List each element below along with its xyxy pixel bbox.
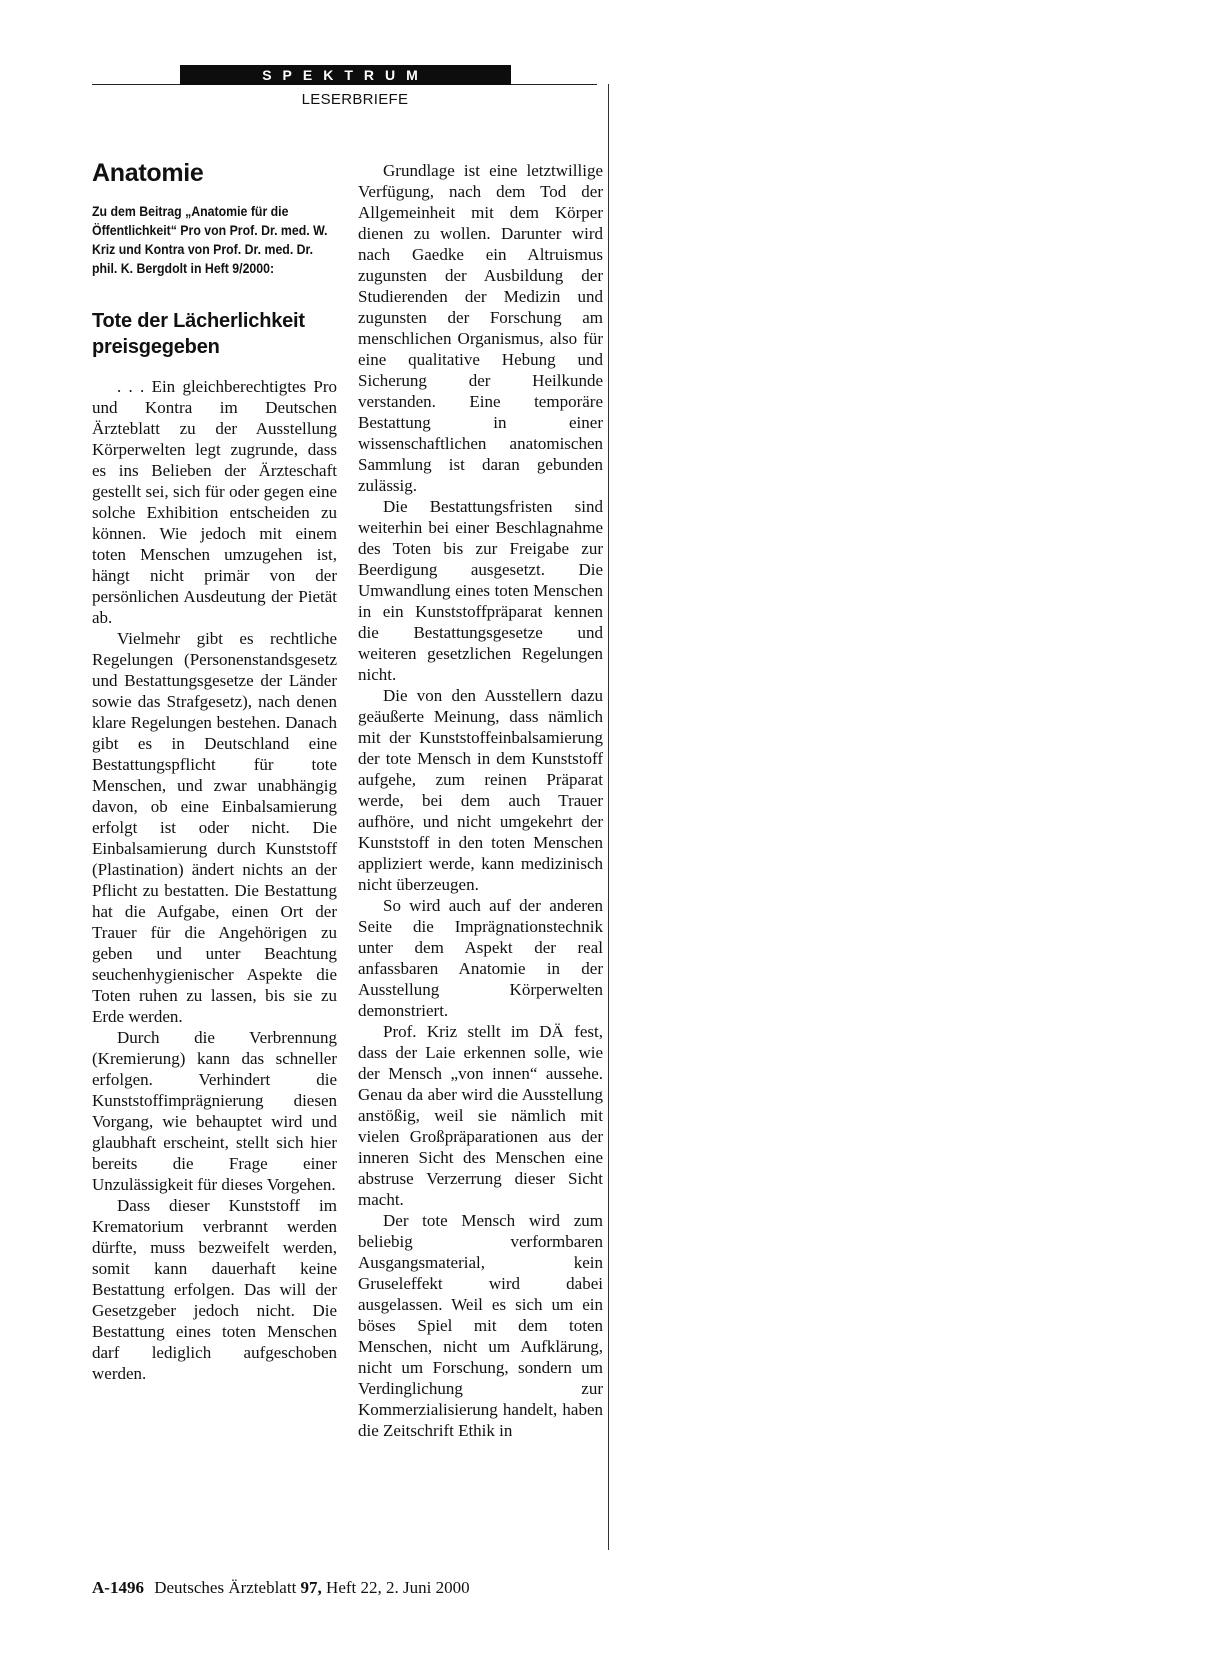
paragraph: So wird auch auf der anderen Seite die Imprägnationstechnik unter dem Aspekt der real anfassbaren Anatomie in der Ausstellung Körperwelten demonstriert. — [358, 896, 603, 1020]
journal-name: Deutsches Ärzteblatt — [154, 1578, 297, 1597]
section-banner: SPEKTRUM — [180, 65, 511, 85]
paragraph: Dass dieser Kunststoff im Krematorium verbrannt werden dürfte, muss bezweifelt werden, somit kann dauerhaft keine Bestattung erfolgen. Das will der Gesetzgeber jedoch nicht. Die Bestattung eines toten Menschen darf lediglich aufgeschoben werden. — [92, 1196, 337, 1383]
page-footer — [92, 1578, 470, 1598]
volume-number: 97, — [300, 1578, 322, 1597]
page-number: A-1496 — [92, 1578, 144, 1597]
reference-note: Zu dem Beitrag „Anatomie für die Öffentlichkeit“ Pro von Prof. Dr. med. W. Kriz und Kontra von Prof. Dr. med. Dr. phil. K. Bergdolt in Heft 9/2000: — [92, 203, 328, 276]
paragraph: Prof. Kriz stellt im DÄ fest, dass der Laie erkennen solle, wie der Mensch „von innen“ aussehe. Genau da aber wird die Ausstellung anstößig, weil sie nämlich mit vielen Großpräparationen aus der inneren Sicht des Menschen eine abstruse Verzerrung dieser Sicht macht. — [358, 1022, 603, 1209]
paragraph: Der tote Mensch wird zum beliebig verformbaren Ausgangsmaterial, kein Gruseleffekt wird dabei ausgelassen. Weil es sich um ein böses Spiel mit dem toten Menschen, nicht um Aufklärung, nicht um Forschung, sondern um Verdinglichung zur Kommerzialisierung handelt, haben die Zeitschrift Ethik in — [358, 1211, 603, 1440]
paragraph: Die von den Ausstellern dazu geäußerte Meinung, dass nämlich mit der Kunststoffeinbalsamierung der tote Mensch in dem Kunststoff aufgehe, zum reinen Präparat werde, bei dem auch Trauer aufhöre, und nicht umgekehrt der Kunststoff in den toten Menschen appliziert werde, kann medizinisch nicht überzeugen. — [358, 686, 603, 894]
paragraph: Vielmehr gibt es rechtliche Regelungen (Personenstandsgesetz und Bestattungsgesetze der Länder sowie das Strafgesetz), nach denen klare Regelungen bestehen. Danach gibt es in Deutschland eine Bestattungspflicht für tote Menschen, und zwar unabhängig davon, ob eine Einbalsamierung erfolgt ist oder nicht. Die Einbalsamierung durch Kunststoff (Plastination) ändert nichts an der Pflicht zu bestatten. Die Bestattung hat die Aufgabe, einen Ort der Trauer für die Angehörigen zu geben und unter Beachtung seuchenhygienischer Aspekte die Toten ruhen zu lassen, bis sie zu Erde werden. — [92, 629, 337, 1026]
letter-headline: Tote der Lächerlichkeit preisgegeben — [92, 310, 305, 358]
paragraph: Grundlage ist eine letztwillige Verfügung, nach dem Tod der Allgemeinheit mit dem Körper dienen zu wollen. Darunter wird nach Gaedke ein Altruismus zugunsten der Ausbildung der Studierenden der Medizin und zugunsten der Forschung am menschlichen Organismus, also für eine qualitative Hebung und Sicherung der Heilkunde verstanden. Eine temporäre Bestattung in einer wissenschaftlichen anatomischen Sammlung ist daran gebunden zulässig. — [358, 161, 603, 495]
topic-title: Anatomie — [92, 159, 204, 187]
issue-info: Heft 22, 2. Juni 2000 — [326, 1578, 470, 1597]
subsection-label: LESERBRIEFE — [301, 91, 409, 108]
column-divider — [608, 84, 609, 1550]
left-column — [92, 158, 337, 1384]
paragraph: Die Bestattungsfristen sind weiterhin bei einer Beschlagnahme des Toten bis zur Freigabe zur Beerdigung ausgesetzt. Die Umwandlung eines toten Menschen in ein Kunststoffpräparat kennen die Bestattungsgesetze und weiteren gesetzlichen Regelungen nicht. — [358, 497, 603, 684]
right-column — [358, 160, 603, 1441]
paragraph: Durch die Verbrennung (Kremierung) kann das schneller erfolgen. Verhindert die Kunststoffimprägnierung diesen Vorgang, wie behauptet wird und glaubhaft erscheint, stellt sich hier bereits die Frage einer Unzulässigkeit für dieses Vorgehen. — [92, 1028, 337, 1194]
paragraph: . . . Ein gleichberechtigtes Pro und Kontra im Deutschen Ärzteblatt zu der Ausstellung Körperwelten legt zugrunde, dass es ins Belieben der Ärzteschaft gestellt sei, sich für oder gegen eine solche Exhibition entscheiden zu können. Wie jedoch mit einem toten Menschen umzugehen ist, hängt nicht primär von der persönlichen Ausdeutung der Pietät ab. — [92, 377, 337, 627]
